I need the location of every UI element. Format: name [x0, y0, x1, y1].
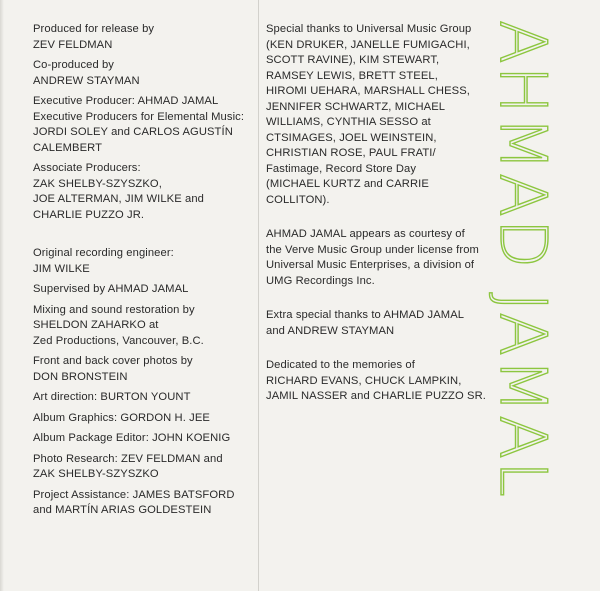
block-gap [266, 213, 502, 227]
credit-line: WILLIAMS, CYNTHIA SESSO at [266, 116, 431, 128]
credit-line: Front and back cover photos by [33, 355, 193, 367]
credit-line: Album Graphics: GORDON H. JEE [33, 411, 210, 424]
credit-line: HIROMI UEHARA, MARSHALL CHESS, [266, 85, 470, 97]
credit-line: Co-produced by [33, 59, 115, 71]
credit-block [33, 354, 253, 385]
thanks-group [266, 22, 502, 405]
credit-line: CHRISTIAN ROSE, PAUL FRATI/ [266, 147, 436, 159]
credit-block [266, 22, 502, 208]
credit-line: Project Assistance: JAMES BATSFORD [33, 488, 235, 501]
credit-line: Special thanks to Universal Music Group [266, 23, 472, 35]
credit-block [33, 94, 253, 156]
credit-line: Dedicated to the memories of [266, 359, 415, 371]
credit-line: CALEMBERT [33, 141, 103, 154]
credit-line: CHARLIE PUZZO JR. [33, 208, 145, 221]
credit-line: COLLITON). [266, 193, 330, 206]
credit-line: and ANDREW STAYMAN [266, 324, 395, 337]
credit-block [33, 411, 253, 427]
vertical-title-container [485, 20, 600, 499]
credit-line: SHELDON ZAHARKO at [33, 319, 159, 331]
credit-line: JORDI SOLEY and CARLOS AGUSTÍN [33, 126, 233, 138]
credit-line: (KEN DRUKER, JANELLE FUMIGACHI, [266, 38, 470, 51]
artist-name-title: AHMAD JAMAL [485, 20, 559, 499]
credit-line: DON BRONSTEIN [33, 370, 128, 383]
credit-line: JIM WILKE [33, 262, 90, 275]
credit-block [266, 308, 502, 339]
credit-line: and MARTÍN ARIAS GOLDESTEIN [33, 504, 212, 516]
credit-line: Original recording engineer: [33, 247, 174, 259]
credit-line: CTSIMAGES, JOEL WEINSTEIN, [266, 131, 437, 144]
credit-block [33, 161, 253, 223]
credit-line: Associate Producers: [33, 162, 141, 174]
block-gap [266, 344, 502, 358]
credit-block [266, 227, 502, 289]
credit-line: ANDREW STAYMAN [33, 74, 140, 87]
credit-line: Album Package Editor: JOHN KOENIG [33, 432, 231, 444]
credit-line: JAMIL NASSER and CHARLIE PUZZO SR. [266, 390, 486, 402]
credit-block [33, 488, 253, 519]
credits-group-top [33, 22, 253, 223]
credit-line: Zed Productions, Vancouver, B.C. [33, 334, 204, 347]
credit-line: ZAK SHELBY-SZYSZKO, [33, 177, 162, 190]
column-gap [33, 228, 253, 246]
thanks-column [266, 22, 502, 410]
credit-block [33, 303, 253, 350]
credit-line: Produced for release by [33, 23, 155, 35]
credit-line: RAMSEY LEWIS, BRETT STEEL, [266, 69, 438, 82]
credit-line: Universal Music Enterprises, a division of [266, 259, 475, 271]
credit-line: Photo Research: ZEV FELDMAN and [33, 452, 223, 465]
credit-block [33, 452, 253, 483]
block-gap [266, 294, 502, 308]
credits-column-left [33, 22, 253, 524]
credit-block [33, 282, 253, 298]
page-edge-shadow [0, 0, 4, 591]
credit-block [33, 246, 253, 277]
credit-line: (MICHAEL KURTZ and CARRIE [266, 178, 429, 190]
credit-block [33, 22, 253, 53]
credit-line: the Verve Music Group under license from [266, 243, 479, 256]
credit-line: JOE ALTERMAN, JIM WILKE and [33, 193, 204, 205]
credit-line: SCOTT RAVINE), KIM STEWART, [266, 54, 440, 66]
credit-line: ZAK SHELBY-SZYSZKO [33, 468, 159, 480]
credit-block [266, 358, 502, 405]
credit-line: Mixing and sound restoration by [33, 303, 195, 316]
credit-block [33, 431, 253, 447]
credit-line: Executive Producers for Elemental Music: [33, 110, 245, 123]
credit-line: UMG Recordings Inc. [266, 274, 375, 287]
credit-line: Art direction: BURTON YOUNT [33, 391, 191, 403]
credit-line: Fastimage, Record Store Day [266, 162, 417, 175]
credit-line: JENNIFER SCHWARTZ, MICHAEL [266, 100, 446, 113]
credit-line: Extra special thanks to AHMAD JAMAL [266, 309, 465, 321]
credit-line: RICHARD EVANS, CHUCK LAMPKIN, [266, 374, 462, 387]
page-fold-divider [258, 0, 259, 591]
credits-group-bottom [33, 246, 253, 519]
credit-block [33, 390, 253, 406]
credit-line: AHMAD JAMAL appears as courtesy of [266, 228, 465, 240]
credit-block [33, 58, 253, 89]
credit-line: ZEV FELDMAN [33, 38, 113, 51]
credit-line: Supervised by AHMAD JAMAL [33, 283, 189, 295]
credit-line: Executive Producer: AHMAD JAMAL [33, 95, 219, 107]
